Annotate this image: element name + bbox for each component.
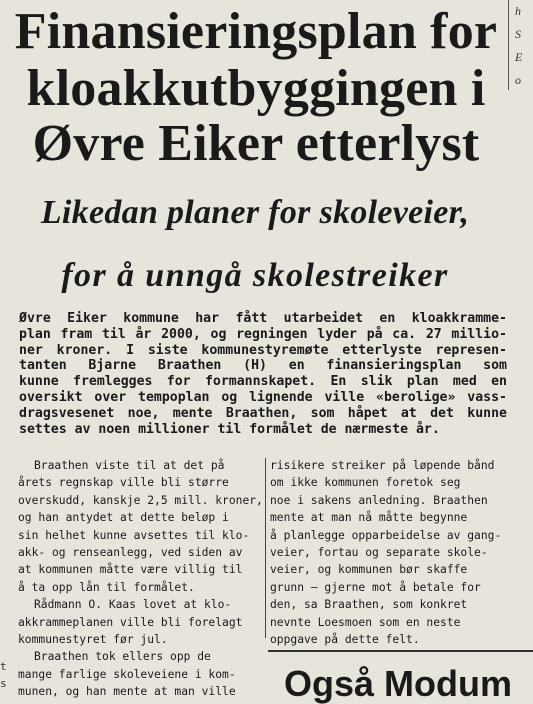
body-line: sin helhet kunne avsettes til klo- <box>18 528 250 542</box>
headline-line-2: kloakkutbyggingen i <box>26 60 486 117</box>
body-line: Rådmann O. Kaas lovet at klo- <box>34 598 232 612</box>
section-rule <box>268 650 533 652</box>
lead-line: dragsvesenet noe, mente Braathen, som håpet at det kunne <box>19 405 507 421</box>
left-margin-fragment <box>0 658 10 692</box>
body-line: å planlegge opparbeidelse av gang- <box>270 528 502 542</box>
fragment-line: s <box>0 677 7 690</box>
body-line: Braathen tok ellers opp de <box>34 650 211 664</box>
body-line: veier, og kommunen bør skaffe <box>270 563 468 577</box>
body-line: mente at man nå måtte begynne <box>270 511 468 525</box>
body-line: om ikke kommunen foretok seg <box>270 476 461 490</box>
column-divider <box>265 458 266 638</box>
body-column-right <box>270 457 510 648</box>
body-column-left <box>18 457 261 701</box>
body-line: veier, fortau og separate skole- <box>270 546 488 560</box>
body-line: akkrammeplanen ville bli forelagt <box>18 615 243 629</box>
fragment-line: E <box>515 50 523 64</box>
fragment-line: o <box>515 73 521 87</box>
body-line: noe i sakens anledning. Braathen <box>270 493 488 507</box>
fragment-line: S <box>515 27 521 41</box>
body-line: overskudd, kanskje 2,5 mill. kroner, <box>18 493 263 507</box>
body-line: munen, og han mente at man ville <box>18 685 236 699</box>
body-line: nevnte Loesmoen som en neste <box>270 615 461 629</box>
next-article-headline: Også Modum <box>284 663 513 704</box>
adjacent-column-fragment <box>508 0 533 90</box>
body-line: mange farlige skoleveiene i kom- <box>18 667 236 681</box>
body-line: at kommunen måtte være villig til <box>18 563 243 577</box>
lead-line: settes av noen millioner til formålet de nærmeste år. <box>19 421 440 437</box>
lead-line: kunne fremlegges for formannskapet. En slik plan med en <box>19 374 507 390</box>
fragment-line: t <box>0 660 7 673</box>
fragment-line: h <box>515 4 521 18</box>
lead-line: tanten Bjarne Braathen (H) en finansieringsplan som <box>19 358 507 374</box>
lead-line: ner kroner. I siste kommunestyremøte etterlyste represen- <box>19 342 507 358</box>
body-line: kommunestyret før jul. <box>18 633 168 647</box>
lead-line: plan fram til år 2000, og regningen lyder på ca. 27 millio- <box>19 326 507 342</box>
body-line: å ta opp lån til formålet. <box>18 580 195 594</box>
body-line: årets regnskap ville bli større <box>18 476 229 490</box>
body-line: akk- og renseanlegg, ved siden av <box>18 546 243 560</box>
headline-line-3: Øvre Eiker etterlyst <box>32 115 480 172</box>
lead-paragraph <box>19 311 507 437</box>
body-line: Braathen viste til at det på <box>34 459 225 472</box>
subheadline-line-2: for å unngå skolestreiker <box>61 257 449 294</box>
body-line: den, sa Braathen, som konkret <box>270 598 468 612</box>
headline-line-1: Finansieringsplan for <box>14 3 498 60</box>
body-line: risikere streiker på løpende bånd <box>270 459 495 472</box>
body-line: oppgave på dette felt. <box>270 633 420 647</box>
subheadline-line-1: Likedan planer for skoleveier, <box>40 194 470 231</box>
body-line: grunn — gjerne mot å betale for <box>270 580 481 594</box>
body-line: og han antydet at dette beløp i <box>18 511 229 525</box>
lead-line: Øvre Eiker kommune har fått utarbeidet en kloakkramme- <box>19 311 507 326</box>
lead-line: oversikt over tempoplan og lignende ville «berolige» vass- <box>19 389 507 405</box>
